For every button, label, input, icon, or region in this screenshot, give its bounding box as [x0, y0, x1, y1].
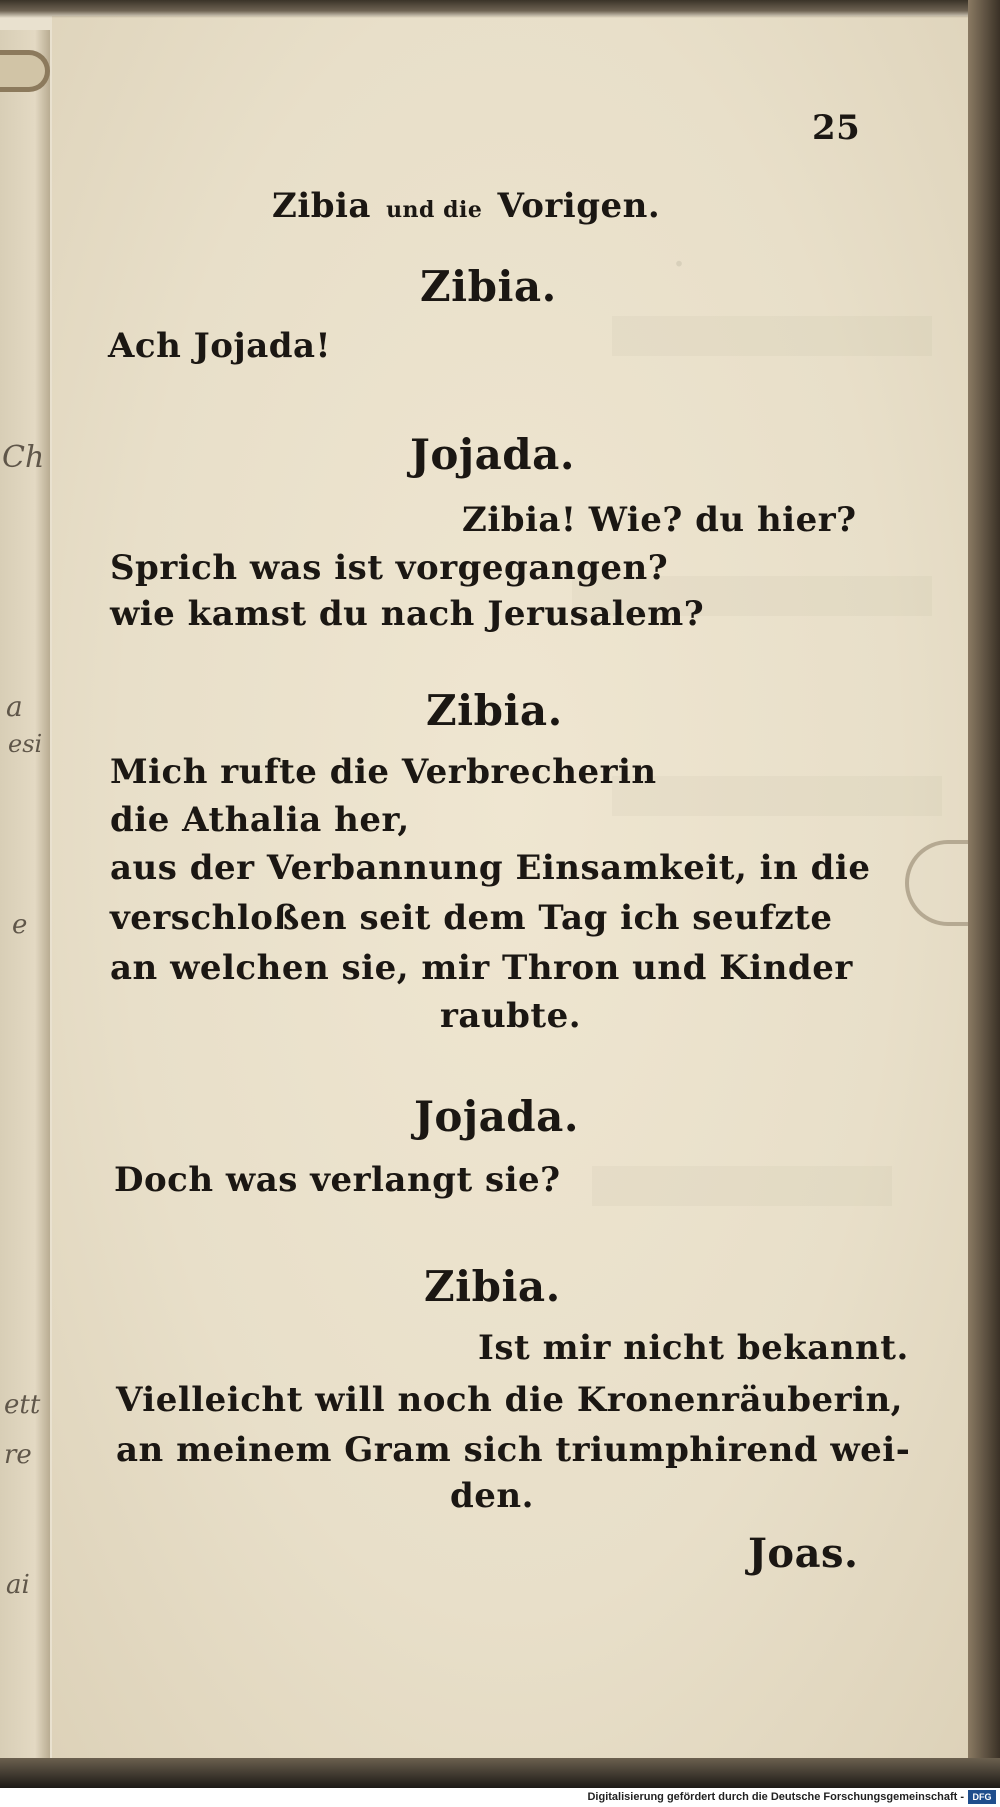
dialogue-line: verschloßen seit dem Tag ich seufzte	[110, 898, 833, 938]
speaker-name: Zibia.	[420, 262, 557, 311]
dialogue-line: Ach Jojada!	[108, 326, 331, 366]
left-adjacent-page	[0, 30, 50, 1758]
left-page-fragment: esi	[8, 730, 43, 758]
dialogue-line: den.	[450, 1476, 534, 1516]
top-shadow	[0, 0, 1000, 18]
dialogue-line: Zibia! Wie? du hier?	[462, 500, 857, 540]
show-through-decoration	[612, 316, 932, 356]
dialogue-line: an welchen sie, mir Thron und Kinder	[110, 948, 853, 988]
dialogue-line: Mich rufte die Verbrecherin	[110, 752, 657, 792]
dialogue-line: aus der Verbannung Einsamkeit, in die	[110, 848, 871, 888]
speaker-name: Zibia.	[424, 1262, 561, 1311]
left-page-fragment: re	[4, 1440, 32, 1470]
speaker-name: Jojada.	[410, 430, 575, 479]
page-clip-left	[0, 50, 50, 92]
dialogue-line: die Athalia her,	[110, 800, 410, 840]
dialogue-line: raubte.	[440, 996, 582, 1036]
dialogue-line: Ist mir nicht bekannt.	[478, 1328, 909, 1368]
dialogue-line: wie kamst du nach Jerusalem?	[110, 594, 705, 634]
left-page-fragment: ai	[6, 1570, 30, 1600]
scene-heading	[272, 186, 660, 226]
scene-heading-connector: und die	[386, 197, 483, 223]
dialogue-line: an meinem Gram sich triumphirend wei-	[116, 1430, 911, 1470]
dialogue-line: Sprich was ist vorgegangen?	[110, 548, 669, 588]
scene-heading-rest: Vorigen.	[497, 186, 661, 226]
show-through-decoration	[612, 776, 942, 816]
left-page-fragment: Ch	[2, 440, 45, 475]
left-page-fragment: e	[12, 910, 28, 940]
digitization-credit: Digitalisierung gefördert durch die Deutsche Forschungsgemeinschaft -	[587, 1791, 964, 1803]
dialogue-line: Doch was verlangt sie?	[114, 1160, 561, 1200]
speaker-name: Jojada.	[414, 1092, 579, 1141]
show-through-decoration: .	[672, 226, 686, 277]
right-page-edge	[968, 0, 1000, 1807]
speaker-name: Zibia.	[426, 686, 563, 735]
bottom-edge	[0, 1758, 1000, 1788]
dialogue-line: Vielleicht will noch die Kronenräuberin,	[116, 1380, 904, 1420]
dfg-logo: DFG	[968, 1790, 996, 1804]
show-through-decoration	[592, 1166, 892, 1206]
left-page-fragment: ett	[4, 1390, 41, 1420]
catchword: Joas.	[748, 1530, 859, 1577]
page-number: 25	[812, 108, 861, 148]
left-page-fragment: a	[6, 690, 23, 723]
scene-heading-name: Zibia	[272, 186, 371, 226]
